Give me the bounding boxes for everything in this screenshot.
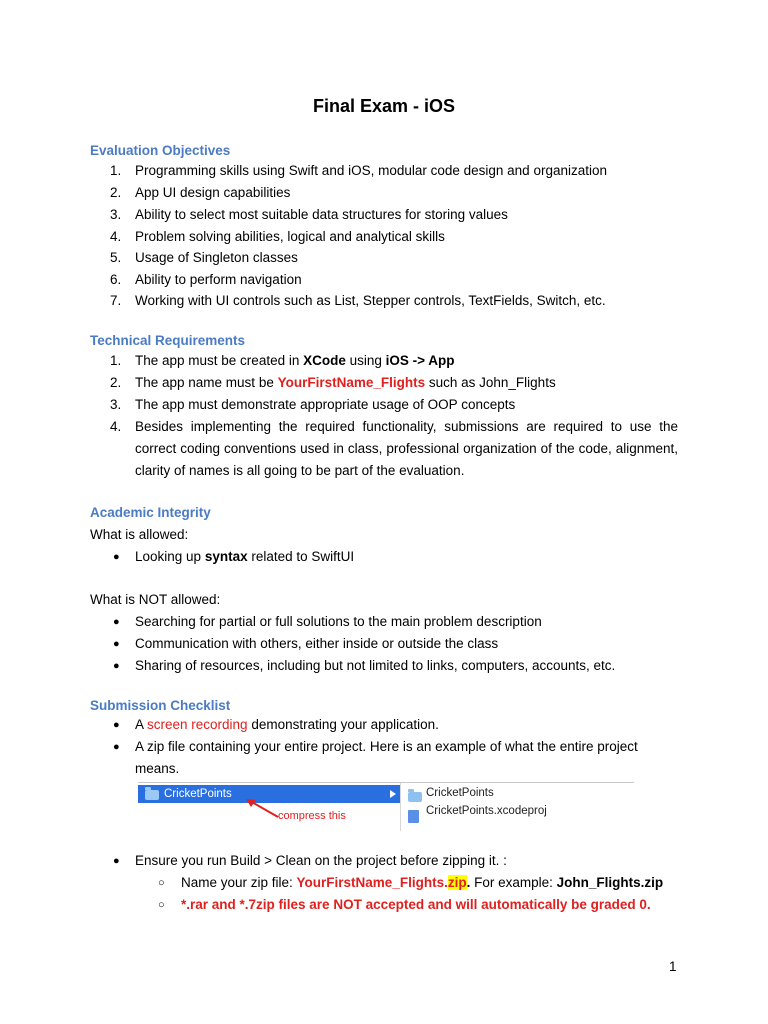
disclosure-arrow-icon (390, 790, 396, 798)
list-item: Programming skills using Swift and iOS, modular code design and organization (135, 163, 607, 178)
list-number: 6. (110, 272, 122, 287)
list-item: Ability to perform navigation (135, 272, 302, 287)
page-title: Final Exam - iOS (312, 96, 456, 116)
list-number: 5. (110, 250, 122, 265)
list-item: A zip file containing your entire project. Here is an example of what the entire project (135, 739, 638, 754)
xcodeproj-icon (408, 810, 419, 823)
compress-annotation: compress this (278, 810, 346, 822)
list-item: Working with UI controls such as List, Stepper controls, TextFields, Switch, etc. (135, 293, 606, 308)
bullet-dot-icon: ● (113, 638, 120, 650)
heading-submission-checklist: Submission Checklist (90, 698, 231, 713)
list-number: 3. (110, 207, 122, 222)
red-pointer-arrow-icon (242, 797, 282, 823)
list-number: 3. (110, 397, 122, 412)
list-item: Ability to select most suitable data structures for storing values (135, 207, 508, 222)
finder-screenshot (138, 782, 634, 831)
list-item: Communication with others, either inside or outside the class (135, 636, 499, 651)
list-number: 1. (110, 353, 122, 368)
bullet-dot-icon: ● (113, 855, 120, 867)
list-item-paragraph: Besides implementing the required functionality, submissions are required to use the correct coding conventions used in class, professional organization of the code, alignment, clarity of names is all going to be part of the evaluation. (135, 419, 678, 478)
list-number: 2. (110, 375, 122, 390)
folder-icon (408, 792, 422, 802)
sub-list-item-warning: *.rar and *.7zip files are NOT accepted and will automatically be graded 0. (181, 897, 651, 912)
list-item: The app must demonstrate appropriate usage of OOP concepts (135, 397, 516, 412)
hollow-bullet-icon: ○ (158, 899, 165, 911)
list-number: 4. (110, 419, 122, 434)
list-number: 4. (110, 229, 122, 244)
bullet-dot-icon: ● (113, 719, 120, 731)
bullet-dot-icon: ● (113, 660, 120, 672)
list-item-continuation: means. (135, 761, 180, 776)
not-allowed-label: What is NOT allowed: (90, 592, 221, 607)
list-item: Looking up syntax related to SwiftUI (135, 549, 355, 564)
finder-left-column (138, 783, 401, 831)
bullet-dot-icon: ● (113, 551, 120, 563)
list-item: Problem solving abilities, logical and analytical skills (135, 229, 445, 244)
finder-right-project-label: CricketPoints.xcodeproj (426, 805, 547, 817)
hollow-bullet-icon: ○ (158, 877, 165, 889)
heading-academic-integrity: Academic Integrity (90, 505, 211, 520)
page-number: 1 (669, 959, 677, 974)
list-item: The app name must be YourFirstName_Flights such as John_Flights (135, 375, 556, 390)
list-item: App UI design capabilities (135, 185, 291, 200)
list-item: Sharing of resources, including but not limited to links, computers, accounts, etc. (135, 658, 616, 673)
bullet-dot-icon: ● (113, 741, 120, 753)
list-item: The app must be created in XCode using iOS -> App (135, 353, 455, 368)
list-number: 1. (110, 163, 122, 178)
list-item: Ensure you run Build > Clean on the project before zipping it. : (135, 853, 507, 868)
heading-evaluation-objectives: Evaluation Objectives (90, 143, 231, 158)
bullet-dot-icon: ● (113, 616, 120, 628)
finder-selected-label: CricketPoints (164, 788, 232, 800)
list-item: Searching for partial or full solutions to the main problem description (135, 614, 542, 629)
folder-icon (145, 790, 159, 800)
finder-right-folder-label: CricketPoints (426, 787, 494, 799)
list-item: A screen recording demonstrating your application. (135, 717, 439, 732)
allowed-label: What is allowed: (90, 527, 189, 542)
list-number: 7. (110, 293, 122, 308)
list-number: 2. (110, 185, 122, 200)
list-item: Usage of Singleton classes (135, 250, 298, 265)
heading-technical-requirements: Technical Requirements (90, 333, 246, 348)
sub-list-item: Name your zip file: YourFirstName_Flights.zip. For example: John_Flights.zip (181, 875, 664, 890)
